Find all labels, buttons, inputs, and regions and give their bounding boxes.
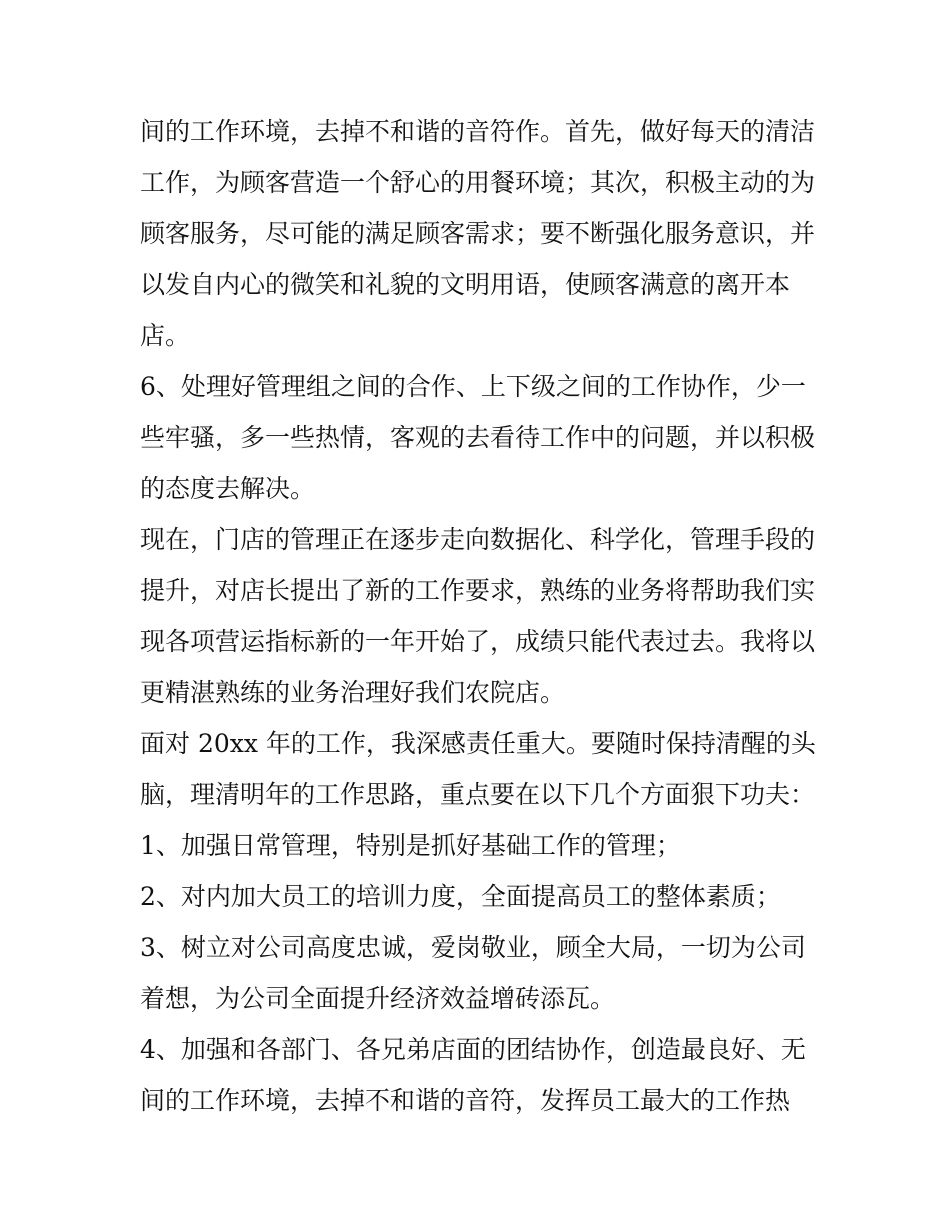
text-line: 更精湛熟练的业务治理好我们农院店。 — [140, 678, 566, 707]
text-line: 顾客服务，尽可能的满足顾客需求；要不断强化服务意识，并 — [140, 219, 816, 248]
text-line: 提升，对店长提出了新的工作要求，熟练的业务将帮助我们实 — [140, 576, 816, 605]
paragraph — [140, 871, 820, 922]
text-line: 店。 — [140, 321, 191, 350]
text-line: 着想，为公司全面提升经济效益增砖添瓦。 — [140, 984, 616, 1013]
text-line: 间的工作环境，去掉不和谐的音符，发挥员工最大的工作热 — [140, 1086, 791, 1115]
paragraph — [140, 718, 820, 820]
paragraph — [140, 922, 820, 1024]
text-line: 1、加强日常管理，特别是抓好基础工作的管理； — [140, 831, 681, 860]
text-line: 面对 20xx 年的工作，我深感责任重大。要随时保持清醒的头 — [140, 729, 816, 758]
text-line: 4、加强和各部门、各兄弟店面的团结协作，创造最良好、无 — [140, 1035, 806, 1064]
text-line: 3、树立对公司高度忠诚，爱岗敬业，顾全大局，一切为公司 — [140, 933, 806, 962]
text-line: 工作，为顾客营造一个舒心的用餐环境；其次，积极主动的为 — [140, 168, 816, 197]
text-line: 间的工作环境，去掉不和谐的音符作。首先，做好每天的清洁 — [140, 117, 816, 146]
paragraph — [140, 106, 820, 361]
text-line: 现在，门店的管理正在逐步走向数据化、科学化，管理手段的 — [140, 525, 816, 554]
paragraph — [140, 820, 820, 871]
text-line: 以发自内心的微笑和礼貌的文明用语，使顾客满意的离开本 — [140, 270, 791, 299]
text-line: 脑，理清明年的工作思路，重点要在以下几个方面狠下功夫： — [140, 780, 816, 809]
text-line: 6、处理好管理组之间的合作、上下级之间的工作协作，少一 — [140, 372, 806, 401]
text-line: 些牢骚，多一些热情，客观的去看待工作中的问题，并以积极 — [140, 423, 816, 452]
paragraph — [140, 1024, 820, 1126]
text-line: 2、对内加大员工的培训力度，全面提高员工的整体素质； — [140, 882, 781, 911]
document-body — [140, 106, 820, 1126]
text-line: 的态度去解决。 — [140, 474, 316, 503]
paragraph — [140, 514, 820, 718]
text-line: 现各项营运指标新的一年开始了，成绩只能代表过去。我将以 — [140, 627, 816, 656]
paragraph — [140, 361, 820, 514]
